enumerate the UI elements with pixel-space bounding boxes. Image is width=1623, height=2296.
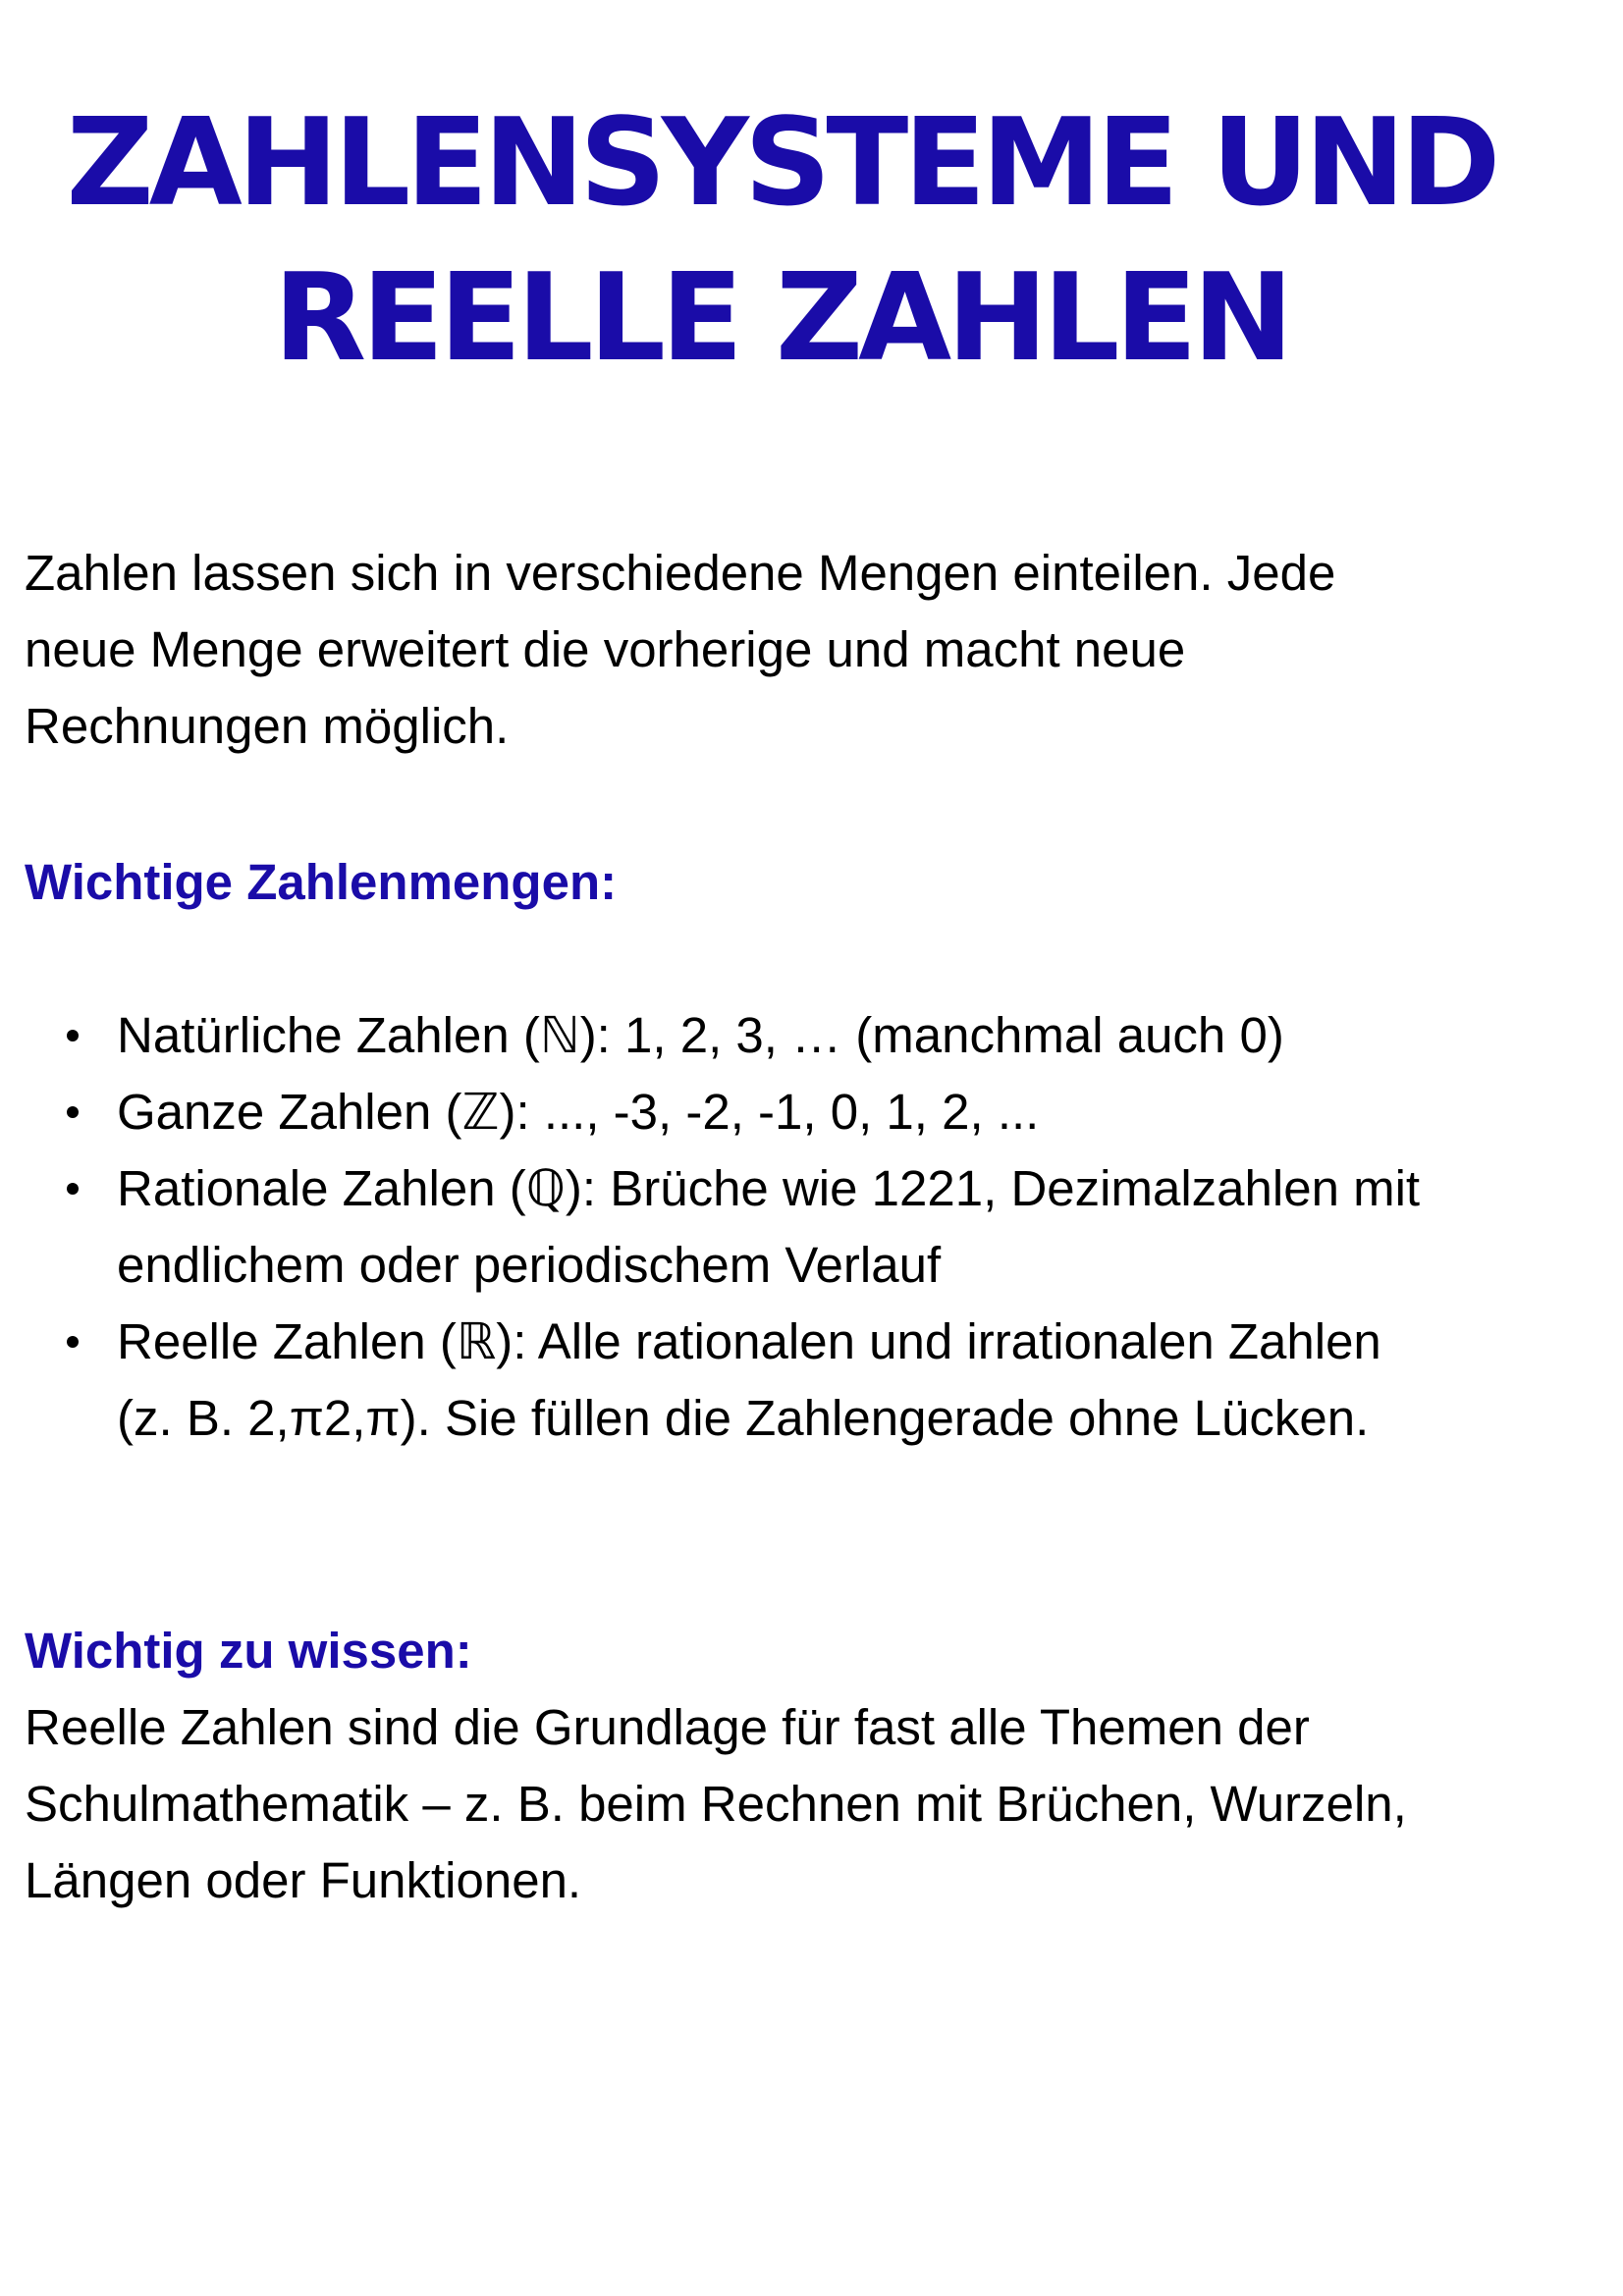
note-line-3: Längen oder Funktionen. xyxy=(25,1852,582,1908)
intro-line-3: Rechnungen möglich. xyxy=(25,698,510,754)
note-paragraph xyxy=(25,1689,1407,1919)
note-heading: Wichtig zu wissen: xyxy=(25,1623,472,1679)
sets-heading: Wichtige Zahlenmengen: xyxy=(25,854,618,910)
list-item-rational-numbers xyxy=(25,1150,1420,1304)
list-item-text: Ganze Zahlen (ℤ): ..., -3, -2, -1, 0, 1, 2, ... xyxy=(117,1084,1040,1140)
note-line-2: Schulmathematik – z. B. beim Rechnen mit Brüchen, Wurzeln, xyxy=(25,1776,1407,1832)
list-item-natural-numbers xyxy=(25,997,1420,1074)
list-item-integers xyxy=(25,1074,1420,1150)
note-line-1: Reelle Zahlen sind die Grundlage für fast alle Themen der xyxy=(25,1699,1310,1755)
list-item-text-continued: (z. B. 2,π2,π). Sie füllen die Zahlengerade ohne Lücken. xyxy=(117,1390,1370,1446)
bullet-icon xyxy=(67,1336,79,1348)
list-item-text: Reelle Zahlen (ℝ): Alle rationalen und irrationalen Zahlen xyxy=(117,1313,1381,1369)
bullet-icon xyxy=(67,1106,79,1118)
number-sets-list xyxy=(25,997,1420,1457)
intro-paragraph xyxy=(25,535,1335,765)
page-title-line-1: ZAHLENSYSTEME UND xyxy=(66,93,1496,234)
list-item-real-numbers xyxy=(25,1304,1420,1457)
bullet-icon xyxy=(67,1183,79,1195)
list-item-text: Natürliche Zahlen (ℕ): 1, 2, 3, … (manchmal auch 0) xyxy=(117,1007,1284,1063)
page-title xyxy=(0,86,1623,397)
bullet-icon xyxy=(67,1030,79,1041)
list-item-text: Rationale Zahlen (ℚ): Brüche wie 1221, Dezimalzahlen mit xyxy=(117,1160,1421,1216)
intro-line-2: neue Menge erweitert die vorherige und macht neue xyxy=(25,621,1186,677)
list-item-text-continued: endlichem oder periodischem Verlauf xyxy=(117,1237,942,1293)
intro-line-1: Zahlen lassen sich in verschiedene Mengen einteilen. Jede xyxy=(25,545,1336,601)
page-title-line-2: REELLE ZAHLEN xyxy=(273,248,1289,389)
